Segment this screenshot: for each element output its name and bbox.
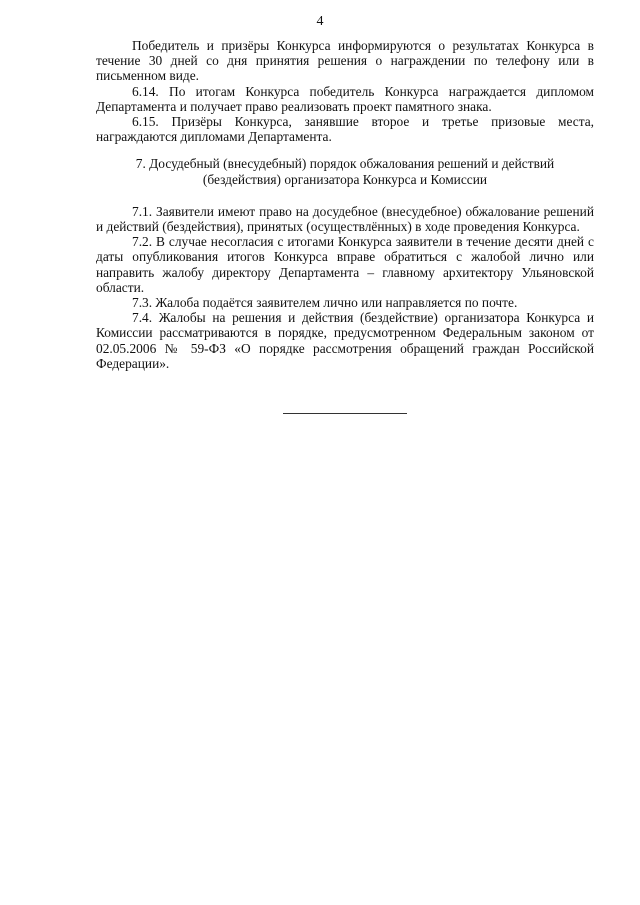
- paragraph-notification: Победитель и призёры Конкурса информируются о результатах Конкурса в течение 30 дней со дня принятия решения о награждении по телефону или в письменном виде.: [96, 38, 594, 84]
- spacer: [96, 187, 594, 204]
- paragraph-6-14: 6.14. По итогам Конкурса победитель Конкурса награждается дипломом Департамента и получает право реализовать проект памятного знака.: [96, 83, 594, 114]
- document-body: [96, 38, 594, 371]
- paragraph-6-15: 6.15. Призёры Конкурса, занявшие второе и третье призовые места, награждаются дипломами Департамента.: [96, 114, 594, 145]
- paragraph-7-3: 7.3. Жалоба подаётся заявителем лично или направляется по почте.: [132, 295, 518, 311]
- spacer: [96, 144, 594, 156]
- paragraph-7-4: 7.4. Жалобы на решения и действия (бездействие) организатора Конкурса и Комиссии рассматриваются в порядке, предусмотренном Федеральным законом от 02.05.2006 № 59-ФЗ «О порядке рассмотрения обращений граждан Российской Федерации».: [96, 310, 594, 371]
- page-number: 4: [316, 14, 324, 29]
- paragraph-7-2: 7.2. В случае несогласия с итогами Конкурса заявители в течение десяти дней с даты опубликования итогов Конкурса вправе обратиться с жалобой лично или направить жалобу директору Департамента – главному архитектору Ульяновской области.: [96, 234, 594, 295]
- section-7-heading: 7. Досудебный (внесудебный) порядок обжалования решений и действий (бездействия) организатора Конкурса и Комиссии: [135, 156, 555, 187]
- paragraph-7-1: 7.1. Заявители имеют право на досудебное (внесудебное) обжалование решений и действий (бездействия), принятых (осуществлённых) в ходе проведения Конкурса.: [96, 203, 594, 235]
- end-divider: [283, 413, 407, 414]
